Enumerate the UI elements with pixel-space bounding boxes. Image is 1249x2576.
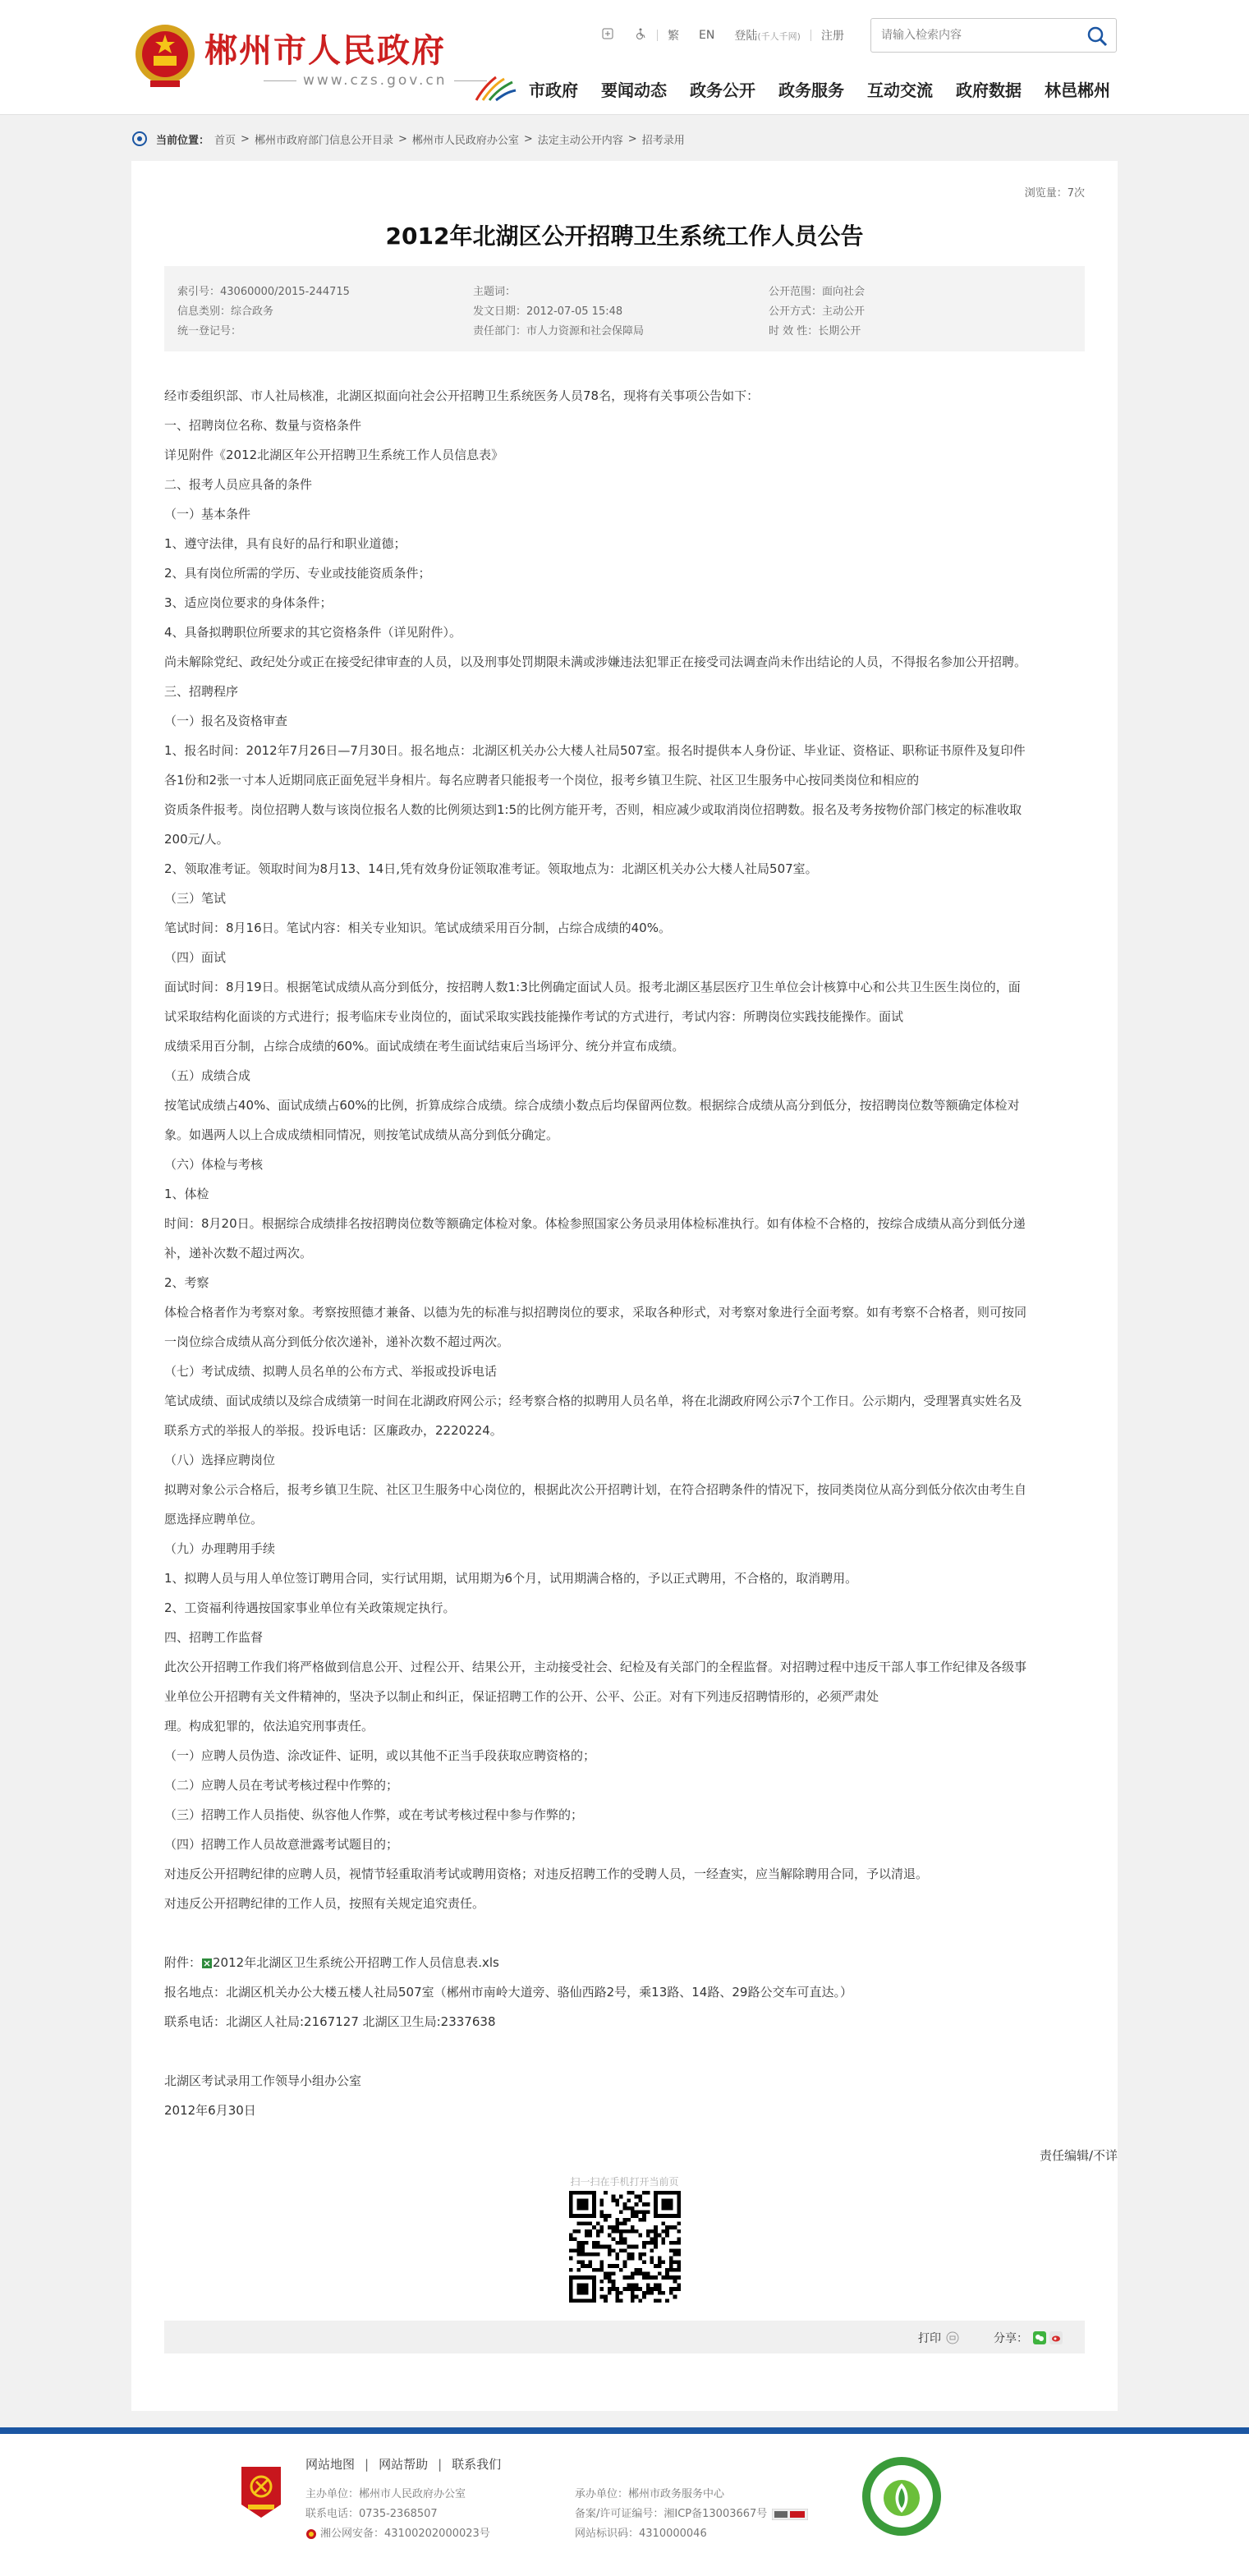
qr-code-icon [569,2191,681,2303]
nav-item-linyi[interactable]: 林邑郴州 [1045,80,1110,100]
body-paragraph: 对违反公开招聘纪律的应聘人员，视情节轻重取消考试或聘用资格；对违反招聘工作的受聘人员，一经查实，应当解除聘用合同，予以清退。 [164,1867,929,1881]
article-meta-table [164,266,1085,351]
body-paragraph: 1、体检 [164,1187,209,1201]
site-name: 郴州市人民政府 [204,31,446,70]
body-paragraph: 一岗位综合成绩从高分到低分依次递补，递补次数不超过两次。 [164,1334,510,1349]
breadcrumb-separator: > [241,132,250,145]
article-body [164,381,1085,2125]
meta-date: 发文日期：2012-07-05 15:48 [473,305,623,318]
body-paragraph: （一）报名及资格审查 [164,714,288,728]
footer-host: 主办单位：郴州市人民政府办公室 [305,2488,466,2500]
footer-links [305,2455,501,2473]
footer-icp[interactable] [575,2505,808,2520]
party-emblem-icon[interactable] [238,2464,284,2521]
footer-link-contact[interactable]: 联系我们 [452,2457,502,2472]
footer-icp-text: 备案/许可证编号：湘ICP备13003667号 [575,2508,768,2520]
body-paragraph: 试采取结构化面谈的方式进行；报考临床专业岗位的，面试采取实践技能操作考试的方式进行，考试内容：所聘岗位实践技能操作。面试 [164,1009,904,1024]
nav-item-data[interactable]: 政府数据 [956,80,1022,100]
excel-file-icon [201,1958,213,1969]
attachment-link[interactable]: 2012年北湖区卫生系统公开招聘工作人员信息表.xls [213,1955,499,1970]
footer-police[interactable] [305,2524,490,2540]
divider [657,30,658,41]
body-paragraph: 业单位公开招聘有关文件精神的，坚决予以制止和纠正，保证招聘工作的公开、公平、公正。对有下列违反招聘情形的，必须严肃处 [164,1689,879,1704]
body-paragraph: 4、具备拟聘职位所要求的其它资格条件（详见附件）。 [164,625,462,640]
footer-undertaker: 承办单位：郴州市政务服务中心 [575,2488,725,2500]
site-logo[interactable] [134,18,454,100]
body-paragraph: （三）笔试 [164,891,227,906]
footer-link-help[interactable]: 网站帮助 [379,2457,429,2472]
body-paragraph: 时间：8月20日。根据综合成绩排名按招聘岗位数等额确定体检对象。体检参照国家公务员录用体检标准执行。如有体检不合格的，按综合成绩从高分到低分递 [164,1216,1026,1231]
breadcrumb-separator: > [397,132,407,145]
body-paragraph: （一）应聘人员伪造、涂改证件、证明，或以其他不正当手段获取应聘资格的； [164,1748,596,1763]
body-paragraph: 一、招聘岗位名称、数量与资格条件 [164,418,362,433]
search-input[interactable] [881,26,1070,44]
view-count: 浏览量：7次 [1024,187,1085,200]
search-icon[interactable] [1085,24,1109,48]
divider: | [365,2456,370,2472]
main-nav [529,77,1110,101]
breadcrumb-office[interactable]: 郴州市人民政府办公室 [411,134,519,147]
body-paragraph: 体检合格者作为考察对象。考察按照德才兼备、以德为先的标准与拟招聘岗位的要求，采取各种形式，对考察对象进行全面考察。如有考察不合格者，则可按同 [164,1305,1027,1320]
wechat-icon[interactable] [1033,2331,1046,2344]
body-paragraph: 愿选择应聘单位。 [164,1512,264,1527]
footer-police-text: 湘公网安备：43100202000023号 [320,2528,490,2540]
site-domain: www.czs.gov.cn [257,72,494,89]
breadcrumb-statutory[interactable]: 法定主动公开内容 [537,134,623,147]
body-paragraph: （二）应聘人员在考试考核过程中作弊的； [164,1778,399,1793]
registration-address: 报名地点：北湖区机关办公大楼五楼人社局507室（郴州市南岭大道旁、骆仙西路2号，乘13路、14路、29路公交车可直达。） [164,1985,852,2000]
share-label: 分享： [994,2332,1028,2345]
meta-index-no: 索引号：43060000/2015-244715 [177,286,350,298]
meta-dept: 责任部门：市人力资源和社会保障局 [473,325,645,337]
wheelchair-icon[interactable] [634,27,647,44]
body-paragraph: 各1份和2张一寸本人近期同底正面免冠半身相片。每名应聘者只能报考一个岗位，报考乡镇卫生院、社区卫生服务中心按同类岗位和相应的 [164,773,920,787]
spacer [164,2036,1085,2066]
breadcrumb-separator: > [523,132,533,145]
body-paragraph: 此次公开招聘工作我们将严格做到信息公开、过程公开、结果公开，主动接受社会、纪检及有关部门的全程监督。对招聘过程中违反干部人事工作纪律及各级事 [164,1660,1027,1674]
site-footer [0,2434,1249,2576]
login-hint: (千人千网) [757,31,801,42]
breadcrumb-directory[interactable]: 郴州市政府部门信息公开目录 [254,134,393,147]
spacer [164,1918,1085,1948]
footer-link-sitemap[interactable]: 网站地图 [305,2457,356,2472]
nav-item-services[interactable]: 政务服务 [778,80,844,100]
body-paragraph: 二、报考人员应具备的条件 [164,477,313,492]
body-paragraph: 面试时间：8月19日。根据笔试成绩从高分到低分，按招聘人数1:3比例确定面试人员。报考北湖区基层医疗卫生单位会计核算中心和公共卫生医生岗位的，面 [164,980,1021,994]
body-paragraph: 1、拟聘人员与用人单位签订聘用合同，实行试用期，试用期为6个月，试用期满合格的，予以正式聘用，不合格的，取消聘用。 [164,1571,858,1586]
meta-scope: 公开范围：面向社会 [769,286,866,298]
editor-text: 责任编辑/不详 [1039,2148,1118,2163]
meta-method: 公开方式：主动公开 [769,305,866,318]
breadcrumb-home[interactable]: 首页 [214,134,236,147]
search-box [870,18,1117,53]
accessibility-icon[interactable] [601,27,614,44]
body-paragraph: 资质条件报考。岗位招聘人数与该岗位报名人数的比例须达到1:5的比例方能开考，否则，相应减少或取消岗位招聘数。报名及考务按物价部门核定的标准收取 [164,802,1022,817]
attachment-line [164,1948,1085,1977]
body-paragraph: 尚未解除党纪、政纪处分或正在接受纪律审查的人员，以及刑事处罚期限未满或涉嫌违法犯罪正在接受司法调查尚未作出结论的人员，不得报名参加公开招聘。 [164,654,1027,669]
article-title: 2012年北湖区公开招聘卫生系统工作人员公告 [385,223,864,250]
body-paragraph: （三）招聘工作人员指使、纵容他人作弊，或在考试考核过程中参与作弊的； [164,1807,584,1822]
police-badge-icon [305,2528,317,2540]
nav-item-interaction[interactable]: 互动交流 [867,80,933,100]
body-paragraph: 笔试时间：8月16日。笔试内容：相关专业知识。笔试成绩采用百分制，占综合成绩的40%。 [164,921,671,935]
issue-date: 2012年6月30日 [164,2103,256,2118]
article-card [131,161,1118,2411]
meta-subject: 主题词： [473,286,517,298]
contact-phones: 联系电话：北湖区人社局:2167127 北湖区卫生局:2337638 [164,2014,496,2029]
body-paragraph: 2、工资福利待遇按国家事业单位有关政策规定执行。 [164,1600,456,1615]
print-label: 打印 [918,2332,941,2345]
body-paragraph: 经市委组织部、市人社局核准，北湖区拟面向社会公开招聘卫生系统医务人员78名，现将有关事项公告如下： [164,388,760,403]
body-paragraph: 理。构成犯罪的，依法追究刑事责任。 [164,1719,374,1733]
torch-decoration-icon [471,72,517,103]
breadcrumb [131,128,685,149]
site-header [0,0,1249,115]
body-paragraph: （九）办理聘用手续 [164,1541,276,1556]
body-paragraph: （五）成绩合成 [164,1068,251,1083]
footer-divider [0,2427,1249,2434]
body-paragraph: 象。如遇两人以上合成成绩相同情况，则按笔试成绩从高分到低分确定。 [164,1127,559,1142]
body-paragraph: 拟聘对象公示合格后，报考乡镇卫生院、社区卫生服务中心岗位的，根据此次公开招聘计划，在符合招聘条件的情况下，按同类岗位从高分到低分依次由考生自 [164,1482,1027,1497]
body-paragraph: （七）考试成绩、拟聘人员名单的公布方式、举报或投诉电话 [164,1364,498,1379]
top-toolbar [591,23,854,48]
body-paragraph: 2、考察 [164,1275,209,1290]
government-site-badge-icon[interactable] [861,2455,943,2537]
icp-badge-icon [772,2509,808,2520]
login-label: 登陆 [734,30,758,43]
body-paragraph: 1、遵守法律，具有良好的品行和职业道德； [164,536,406,551]
body-paragraph: 200元/人。 [164,832,229,847]
body-paragraph: 2、具有岗位所需的学历、专业或技能资质条件； [164,566,431,581]
article-toolbar [164,2321,1085,2353]
divider [810,30,811,41]
body-paragraph: 笔试成绩、面试成绩以及综合成绩第一时间在北湖政府网公示；经考察合格的拟聘用人员名单，将在北湖政府网公示7个工作日。公示期内，受理署真实姓名及 [164,1394,1022,1408]
national-emblem-icon [134,21,196,90]
login-link[interactable] [734,27,801,44]
qr-label: 扫一扫在手机打开当前页 [570,2176,679,2188]
breadcrumb-recruitment[interactable]: 招考录用 [641,134,685,147]
body-paragraph: 3、适应岗位要求的身体条件； [164,595,333,610]
print-button[interactable] [918,2330,959,2346]
english-link[interactable]: EN [699,29,715,42]
issuer: 北湖区考试录用工作领导小组办公室 [164,2073,362,2088]
nav-item-news[interactable]: 要闻动态 [601,80,667,100]
footer-site-code: 网站标识码：4310000046 [575,2528,707,2540]
meta-category: 信息类别：综合政务 [177,305,274,318]
meta-reg-no: 统一登记号： [177,325,242,337]
body-paragraph: 联系方式的举报人的举报。投诉电话：区廉政办，2220224。 [164,1423,503,1438]
body-paragraph: 1、报名时间：2012年7月26日—7月30日。报名地点：北湖区机关办公大楼人社局507室。报名时提供本人身份证、毕业证、资格证、职称证书原件及复印件 [164,743,1026,758]
body-paragraph: 对违反公开招聘纪律的工作人员，按照有关规定追究责任。 [164,1896,485,1911]
weibo-icon[interactable] [1049,2331,1063,2344]
body-paragraph: （四）面试 [164,950,227,965]
meta-validity: 时 效 性：长期公开 [769,325,861,337]
divider: | [438,2456,443,2472]
body-paragraph: （四）招聘工作人员故意泄露考试题目的； [164,1837,399,1852]
body-paragraph: 成绩采用百分制，占综合成绩的60%。面试成绩在考生面试结束后当场评分、统分并宣布成绩。 [164,1039,685,1054]
breadcrumb-separator: > [627,132,637,145]
body-paragraph: 四、招聘工作监督 [164,1630,264,1645]
body-paragraph: 详见附件《2012北湖区年公开招聘卫生系统工作人员信息表》 [164,448,504,462]
footer-phone: 联系电话：0735-2368507 [305,2508,438,2520]
body-paragraph: （一）基本条件 [164,507,251,521]
printer-icon [946,2331,959,2344]
share-area [994,2330,1063,2346]
register-link[interactable]: 注册 [820,30,844,43]
attachment-prefix: 附件： [164,1955,202,1970]
body-paragraph: 按笔试成绩占40%、面试成绩占60%的比例，折算成综合成绩。综合成绩小数点后均保留两位数。根据综合成绩从高分到低分，按招聘岗位数等额确定体检对 [164,1098,1020,1113]
body-paragraph: 补，递补次数不超过两次。 [164,1246,313,1260]
body-paragraph: （八）选择应聘岗位 [164,1453,276,1467]
breadcrumb-label: 当前位置： [156,134,210,147]
body-paragraph: 三、招聘程序 [164,684,239,699]
nav-item-government[interactable]: 市政府 [529,80,578,100]
body-paragraph: （六）体检与考核 [164,1157,264,1172]
responsible-editor [1040,2147,1118,2164]
traditional-chinese-link[interactable]: 繁 [668,30,679,43]
nav-item-public-affairs[interactable]: 政务公开 [690,80,755,100]
body-paragraph: 2、领取准考证。领取时间为8月13、14日,凭有效身份证领取准考证。领取地点为：北湖区机关办公大楼人社局507室。 [164,861,818,876]
location-icon [131,131,148,147]
